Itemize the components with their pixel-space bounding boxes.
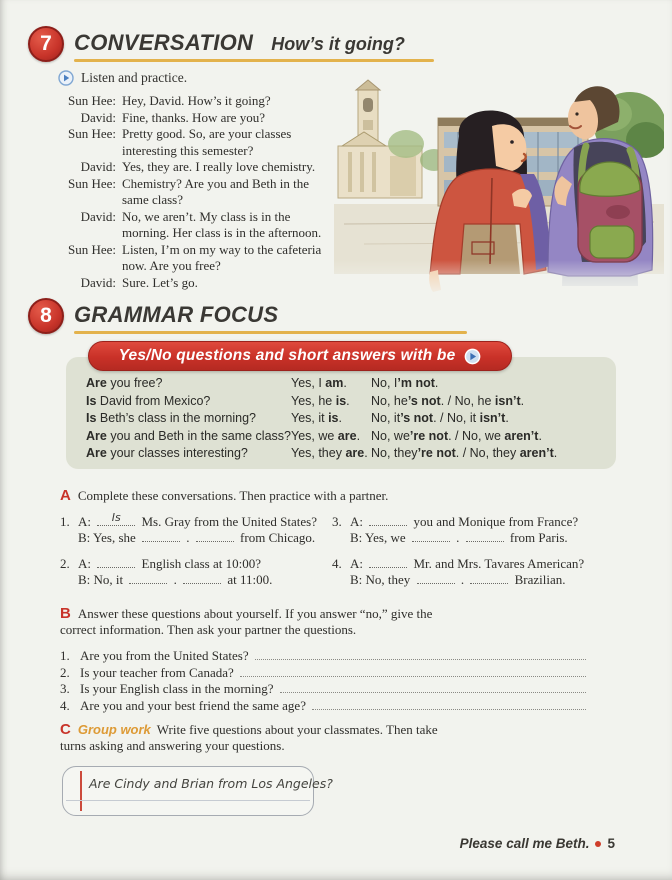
grammar-yes-answer: Yes, I am. <box>291 376 347 390</box>
answer-blank <box>369 514 407 526</box>
group-work-label: Group work <box>77 722 151 737</box>
exercise-a-instruction <box>60 488 388 504</box>
section-number-badge: 8 <box>28 298 64 334</box>
dialogue-line <box>36 275 358 292</box>
gold-underline <box>74 59 434 62</box>
dialogue-line <box>36 110 358 127</box>
exercise-letter: B <box>60 605 71 622</box>
dialogue-speaker: David: <box>80 159 116 174</box>
exercise-b-questions <box>60 648 588 714</box>
page-number: 5 <box>607 836 615 851</box>
instruction-text: Complete these conversations. Then practice with a partner. <box>77 488 389 503</box>
notebook-card <box>62 766 333 816</box>
exercise-a-items <box>60 511 616 587</box>
answer-blank <box>412 530 450 542</box>
dialogue-text: Pretty good. So, are your classes interesting this semester? <box>122 126 292 158</box>
answer-blank <box>142 530 180 542</box>
item-number: 4. <box>60 697 70 713</box>
grammar-question: Is David from Mexico? <box>86 393 211 408</box>
answer-line <box>280 692 586 693</box>
notebook-margin-line <box>80 771 82 811</box>
answer-blank <box>97 511 135 526</box>
exercise-b-question <box>60 665 588 682</box>
line-b: B: No, it . at 11:00. <box>78 571 273 587</box>
item-number: 1. <box>60 514 70 529</box>
answer-blank <box>97 556 135 568</box>
exercise-b-question <box>60 648 588 665</box>
dialogue-text: No, we aren’t. My class is in the morning. Her class is in the afternoon. <box>122 208 322 240</box>
audio-play-icon[interactable] <box>58 70 74 86</box>
exercise-b-question <box>60 698 588 715</box>
handwritten-question: Are Cindy and Brian from Los Angeles? <box>89 776 333 791</box>
dialogue-line <box>36 93 358 110</box>
dialogue-speaker: Sun Hee: <box>67 93 116 108</box>
exercise-letter: C <box>60 721 71 738</box>
dialogue-text: Yes, they are. I really love chemistry. <box>122 159 316 174</box>
question-text: Are you and your best friend the same age? <box>80 697 306 713</box>
campus-illustration <box>334 74 664 298</box>
line-a: A: you and Monique from France? <box>350 514 579 529</box>
grammar-row <box>86 375 598 393</box>
grammar-row <box>86 428 598 446</box>
grammar-question: Are you and Beth in the same class? <box>86 428 291 443</box>
grammar-question: Is Beth’s class in the morning? <box>86 411 257 425</box>
grammar-no-answer: No, it’s not. / No, it isn’t. <box>371 411 509 425</box>
item-body <box>350 514 578 545</box>
listen-instruction-row <box>58 70 187 86</box>
item-number: 3. <box>332 514 342 529</box>
answer-blank <box>417 572 455 584</box>
item-number: 2. <box>60 664 70 680</box>
grammar-question: Are you free? <box>86 376 163 390</box>
dialogue-speaker: Sun Hee: <box>67 241 116 257</box>
instruction-text: Answer these questions about yourself. If you answer “no,” give the <box>77 606 433 621</box>
dialogue-line <box>36 126 358 159</box>
dialogue-text: Sure. Let’s go. <box>122 274 198 290</box>
dialogue-speaker: Sun Hee: <box>67 175 116 191</box>
section-number-badge: 7 <box>28 26 64 62</box>
exercise-letter: A <box>60 487 71 504</box>
grammar-no-answer: No, I’m not. <box>371 376 439 390</box>
grammar-row <box>86 393 598 411</box>
page-footer <box>460 836 615 851</box>
exercise-b-question <box>60 681 588 698</box>
section-title: CONVERSATION <box>74 30 254 55</box>
grammar-row <box>86 445 598 463</box>
grammar-no-answer: No, they’re not. / No, they aren’t. <box>371 446 558 460</box>
item-body <box>78 556 272 587</box>
answer-line <box>312 709 586 710</box>
item-body <box>350 556 584 587</box>
line-b: B: No, they . Brazilian. <box>350 571 566 587</box>
answer-blank <box>466 530 504 542</box>
item-number: 1. <box>60 648 70 663</box>
grammar-question: Are your classes interesting? <box>86 446 248 460</box>
answer-blank <box>129 572 167 584</box>
dialogue-line <box>36 176 358 209</box>
exercise-a-item <box>332 514 612 545</box>
audio-play-icon[interactable] <box>464 348 481 365</box>
grammar-banner <box>88 341 512 371</box>
notebook-rule-line <box>66 800 310 801</box>
line-a: A: English class at 10:00? <box>78 556 262 571</box>
line-a: A: Is Ms. Gray from the United States? <box>78 511 317 529</box>
grammar-section-header <box>28 298 278 334</box>
book-title: Please call me Beth. <box>459 836 590 851</box>
answer-blank <box>369 556 407 568</box>
dialogue-speaker: David: <box>80 274 116 290</box>
dialogue-line <box>36 159 358 176</box>
instruction-text: turns asking and answering your questions. <box>60 738 285 753</box>
grammar-yes-answer: Yes, he is. <box>291 393 350 408</box>
grammar-yes-answer: Yes, we are. <box>291 428 361 443</box>
dialogue-speaker: David: <box>80 109 116 125</box>
grammar-row <box>86 410 598 428</box>
dialogue-speaker: David: <box>80 208 116 224</box>
grammar-table <box>86 375 598 463</box>
exercise-c-instruction <box>60 722 480 754</box>
fade-overlay <box>334 260 664 298</box>
exercise-a-item <box>332 556 612 587</box>
footer-dot-icon <box>595 841 601 847</box>
line-b: B: Yes, she . from Chicago. <box>78 529 316 545</box>
question-text: Are you from the United States? <box>80 648 249 663</box>
backpack-pocket <box>590 226 634 258</box>
gold-underline <box>74 331 467 334</box>
dialogue-block <box>36 93 358 291</box>
grammar-no-answer: No, we’re not. / No, we aren’t. <box>371 428 542 443</box>
dialogue-text: Listen, I’m on my way to the cafeteria now. Are you free? <box>122 241 322 273</box>
exercise-a-item <box>60 556 332 587</box>
instruction-text: correct information. Then ask your partner the questions. <box>60 622 357 637</box>
dialogue-line <box>36 242 358 275</box>
conversation-section-header <box>28 26 405 62</box>
listen-instruction: Listen and practice. <box>81 70 188 85</box>
answer-blank <box>183 572 221 584</box>
instruction-text: Write five questions about your classmates. Then take <box>156 722 438 737</box>
grammar-yes-answer: Yes, it is. <box>291 411 342 425</box>
answer-blank <box>470 572 508 584</box>
section-titles <box>74 26 405 56</box>
item-number: 2. <box>60 556 70 571</box>
question-text: Is your English class in the morning? <box>80 681 274 696</box>
dialogue-line <box>36 209 358 242</box>
grammar-banner-label: Yes/No questions and short answers with be <box>118 347 456 364</box>
exercise-a-item <box>60 511 332 545</box>
dialogue-text: Fine, thanks. How are you? <box>122 109 265 125</box>
section-titles <box>74 298 278 328</box>
line-b: B: Yes, we . from Paris. <box>350 529 568 545</box>
grammar-no-answer: No, he’s not. / No, he isn’t. <box>371 393 525 408</box>
answer-line <box>255 659 586 660</box>
answer-line <box>240 676 586 677</box>
backpack-patch <box>606 205 630 219</box>
dialogue-text: Hey, David. How’s it going? <box>122 93 271 108</box>
dialogue-speaker: Sun Hee: <box>67 126 116 141</box>
section-subtitle: How’s it going? <box>271 34 405 54</box>
grammar-yes-answer: Yes, they are. <box>291 446 368 460</box>
small-tree <box>388 130 424 158</box>
item-number: 4. <box>332 556 342 571</box>
item-number: 3. <box>60 681 70 696</box>
section-title: GRAMMAR FOCUS <box>74 302 279 327</box>
dialogue-text: Chemistry? Are you and Beth in the same class? <box>122 175 310 207</box>
question-text: Is your teacher from Canada? <box>80 664 234 680</box>
answer-blank <box>196 530 234 542</box>
exercise-b-instruction <box>60 606 480 638</box>
line-a: A: Mr. and Mrs. Tavares American? <box>350 556 585 571</box>
item-body <box>78 511 317 545</box>
handwritten-answer: Is <box>111 511 121 524</box>
